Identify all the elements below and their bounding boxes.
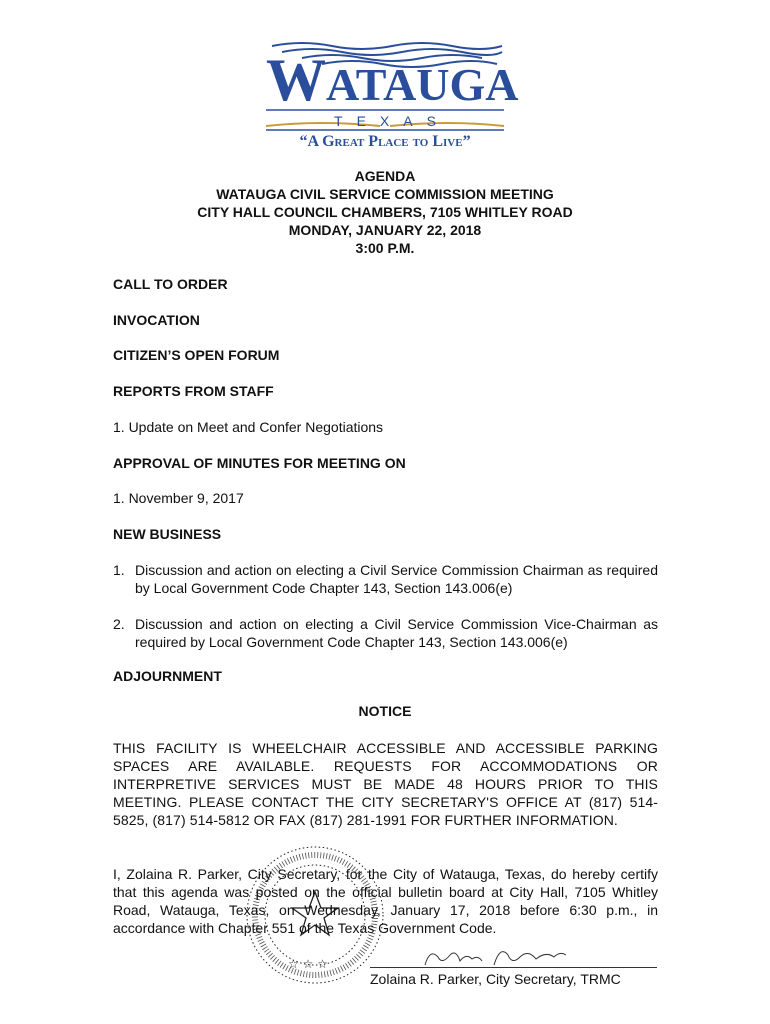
reports-item-1: 1. Update on Meet and Confer Negotiations [113,419,384,435]
item-number: 2. [113,616,125,632]
section-new-business: NEW BUSINESS [113,526,222,542]
item-text: Discussion and action on electing a Civil Service Commission Chairman as required by Local Government Code Chapter 143, Section 143.006(e) [135,562,658,596]
svg-text:☆ ☆ ☆: ☆ ☆ ☆ [288,957,328,971]
item-text: Discussion and action on electing a Civil Service Commission Vice-Chairman as required by Local Government Code Chapter 143, Section 143.006(e) [135,616,658,650]
logo-state: TEXAS [334,113,450,129]
item-number: 1. [113,562,125,578]
notice-body: THIS FACILITY IS WHEELCHAIR ACCESSIBLE AND ACCESSIBLE PARKING SPACES ARE AVAILABLE. REQUESTS FOR ACCOMMODATIONS OR INTERPRETIVE SERVICES MUST BE MADE 48 HOURS PRIOR TO THIS MEETING. PLEASE CONTACT THE CITY SECRETARY'S OFFICE AT (817) 514-5825, (817) 514-5812 OR FAX (817) 281-1991 FOR FURTHER INFORMATION. [113,740,658,828]
header-date: MONDAY, JANUARY 22, 2018 [288,222,482,238]
header-meeting: WATAUGA CIVIL SERVICE COMMISSION MEETING [216,186,554,202]
section-approval-minutes: APPROVAL OF MINUTES FOR MEETING ON [113,455,406,471]
logo-tagline: “A Great Place to Live” [299,133,471,150]
watauga-logo [262,40,519,152]
signature-line [370,967,657,968]
section-open-forum: CITIZEN’S OPEN FORUM [113,347,280,363]
section-adjournment: ADJOURNMENT [113,668,222,684]
handwritten-signature [420,943,570,973]
new-business-item-2 [113,615,658,651]
header-title: AGENDA [354,168,416,184]
notice-title: NOTICE [358,703,412,719]
header-location: CITY HALL COUNCIL CHAMBERS, 7105 WHITLEY ROAD [197,204,573,220]
signer-name: Zolaina R. Parker, City Secretary, TRMC [370,971,621,987]
new-business-item-1 [113,561,658,597]
certification-statement: I, Zolaina R. Parker, City Secretary, for the City of Watauga, Texas, do hereby certify that this agenda was posted on the official bulletin board at City Hall, 7105 Whitley Road, Watauga, Texas, on Wednesday, January 17, 2018 before 6:30 p.m., in accordance with Chapter 551 of the Texas Government Code. [113,866,658,936]
approval-item-1: 1. November 9, 2017 [113,490,244,506]
section-call-to-order: CALL TO ORDER [113,276,228,292]
section-reports: REPORTS FROM STAFF [113,383,274,399]
logo-wordmark: WATAUGA [266,47,519,113]
agenda-header [0,167,770,257]
header-time: 3:00 P.M. [355,240,415,256]
section-invocation: INVOCATION [113,312,200,328]
